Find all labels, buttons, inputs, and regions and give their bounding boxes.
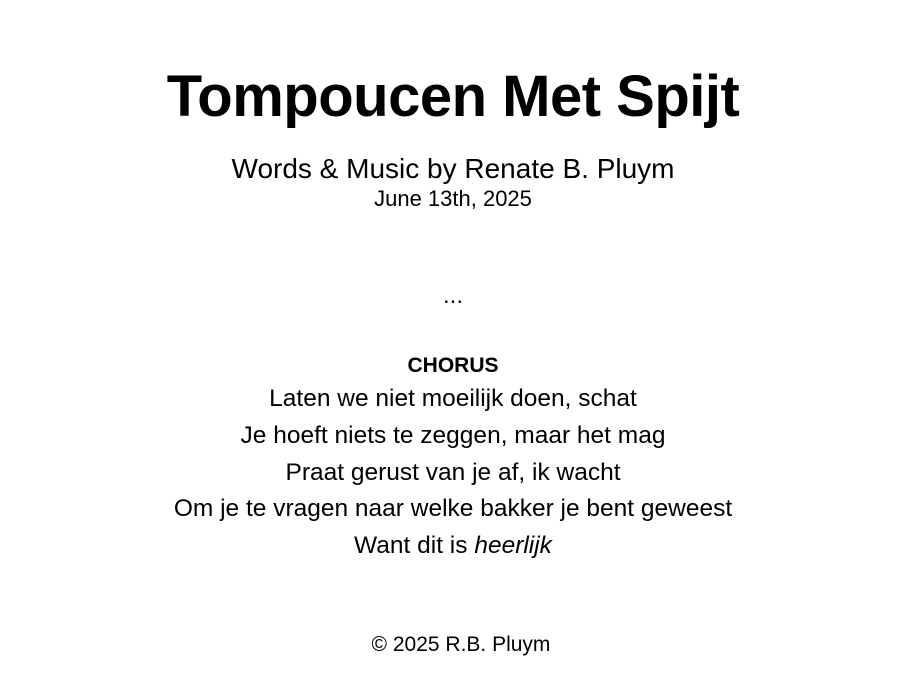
lyric-line: Je hoeft niets te zeggen, maar het mag [240, 421, 666, 449]
lyric-line-last [0, 528, 906, 565]
lyric-emphasis: heerlijk [474, 532, 552, 560]
song-title: Tompoucen Met Spijt [166, 64, 740, 129]
song-credit: Words & Music by Renate B. Pluym [231, 153, 675, 184]
lyric-line-last-prefix: Want dit is [354, 532, 475, 560]
section-ellipsis: ... [442, 282, 463, 309]
lyric-line: Praat gerust van je af, ik wacht [285, 458, 621, 486]
chorus-lyrics [0, 381, 906, 565]
chorus-label: CHORUS [407, 354, 499, 377]
song-date: June 13th, 2025 [374, 186, 532, 211]
lyric-line: Om je te vragen naar welke bakker je bent geweest [173, 495, 733, 523]
lyric-line: Laten we niet moeilijk doen, schat [269, 385, 637, 412]
copyright-notice: © 2025 R.B. Pluym [371, 633, 551, 656]
